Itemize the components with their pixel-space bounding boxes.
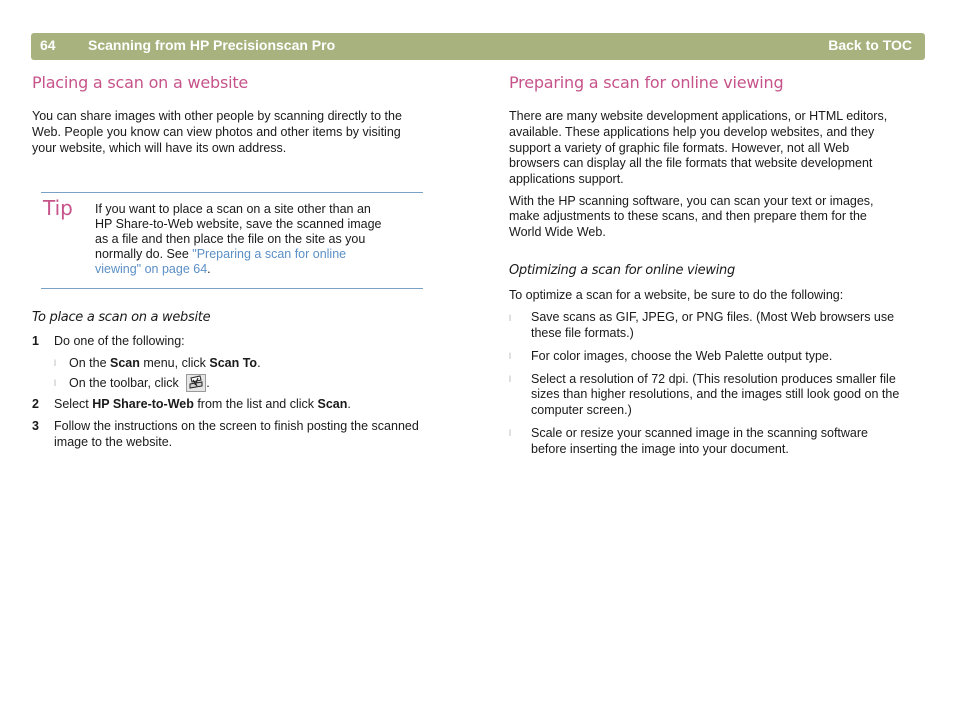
paragraph-line: available. These applications help you develop websites, and they [509, 125, 875, 139]
list-item-line: Select a resolution of 72 dpi. (This resolution produces smaller file [531, 372, 896, 386]
bullet-marker: l [54, 358, 56, 368]
list-item-line: Save scans as GIF, JPEG, or PNG files. (Most Web browsers use [531, 310, 895, 324]
tip-line: as a file and then place the file on the site as you [95, 232, 366, 246]
procedure-heading: To place a scan on a website [32, 310, 211, 325]
right-section-heading: Preparing a scan for online viewing [509, 73, 784, 92]
step-1-option-menu [69, 355, 261, 371]
step-number: 3 [32, 419, 39, 433]
option-text: . [206, 376, 210, 390]
step-text-part: from the list and click [193, 397, 318, 411]
tip-line: HP Share-to-Web website, save the scanned image [95, 217, 382, 231]
tip-line [95, 262, 415, 277]
step-text-part: . [347, 397, 351, 411]
list-item-line: For color images, choose the Web Palette output type. [531, 349, 833, 363]
page-header-bar [31, 33, 925, 60]
bullet-marker: l [509, 428, 511, 438]
list-item-line: sizes than higher resolutions, and the images still look good on the [531, 387, 900, 401]
step-3 [32, 418, 472, 450]
step-text [54, 418, 419, 450]
paragraph-line: applications support. [509, 172, 624, 186]
paragraph-line: make adjustments to these scans, and then prepare them for the [509, 209, 867, 223]
tip-line [95, 247, 415, 262]
cross-reference-link[interactable]: viewing" on page 64 [95, 262, 208, 276]
bullet-marker: l [509, 374, 511, 384]
step-text [54, 396, 351, 412]
paragraph-line: With the HP scanning software, you can scan your text or images, [509, 194, 874, 208]
list-item-line: before inserting the image into your document. [531, 442, 789, 456]
menu-item-name: Scan To [209, 356, 258, 370]
step-number: 2 [32, 397, 39, 411]
left-intro-line: You can share images with other people by scanning directly to the [32, 109, 402, 123]
bullet-marker: l [509, 313, 511, 323]
bullet-marker: l [54, 378, 56, 388]
share-to-web-scanner-icon[interactable] [186, 374, 206, 392]
list-item-line: these file formats.) [531, 326, 634, 340]
optimizing-subheading: Optimizing a scan for online viewing [509, 263, 735, 278]
paragraph-line: browsers can display all the file formats that website development [509, 156, 873, 170]
paragraph-line: World Wide Web. [509, 225, 606, 239]
list-item-line: computer screen.) [531, 403, 632, 417]
option-text: . [257, 356, 261, 370]
optimizing-lead: To optimize a scan for a website, be sure to do the following: [509, 288, 844, 302]
tip-label: Tip [43, 196, 73, 220]
tip-box [41, 192, 423, 289]
step-number: 1 [32, 334, 39, 348]
step-text: Do one of the following: [54, 334, 185, 348]
option-name: HP Share-to-Web [92, 397, 194, 411]
step-2 [32, 396, 452, 412]
step-text-line: image to the website. [54, 435, 173, 449]
paragraph-line: support a variety of graphic file formats. However, not all Web [509, 141, 850, 155]
step-text-part: Select [54, 397, 93, 411]
step-text-line: Follow the instructions on the screen to finish posting the scanned [54, 419, 419, 433]
back-to-toc-link[interactable]: Back to TOC [828, 37, 912, 53]
chapter-title: Scanning from HP Precisionscan Pro [88, 37, 336, 53]
cross-reference-link[interactable]: "Preparing a scan for online [192, 247, 347, 261]
step-1 [32, 333, 432, 349]
tip-text [95, 202, 415, 277]
option-text: menu, click [139, 356, 210, 370]
list-item-line: Scale or resize your scanned image in the scanning software [531, 426, 868, 440]
menu-name: Scan [110, 356, 140, 370]
paragraph-line: There are many website development applications, or HTML editors, [509, 109, 888, 123]
left-intro-line: Web. People you know can view photos and other items by visiting [32, 125, 401, 139]
tip-period: . [207, 262, 211, 276]
bullet-marker: l [509, 351, 511, 361]
option-text: On the toolbar, click [69, 376, 183, 390]
left-intro-line: your website, which will have its own address. [32, 141, 287, 155]
tip-see-text: normally do. See [95, 247, 193, 261]
button-name: Scan [317, 397, 348, 411]
page-number: 64 [40, 37, 56, 53]
step-1-option-toolbar [69, 374, 210, 392]
left-section-heading: Placing a scan on a website [32, 73, 249, 92]
tip-line: If you want to place a scan on a site other than an [95, 202, 371, 216]
option-text: On the [69, 356, 110, 370]
